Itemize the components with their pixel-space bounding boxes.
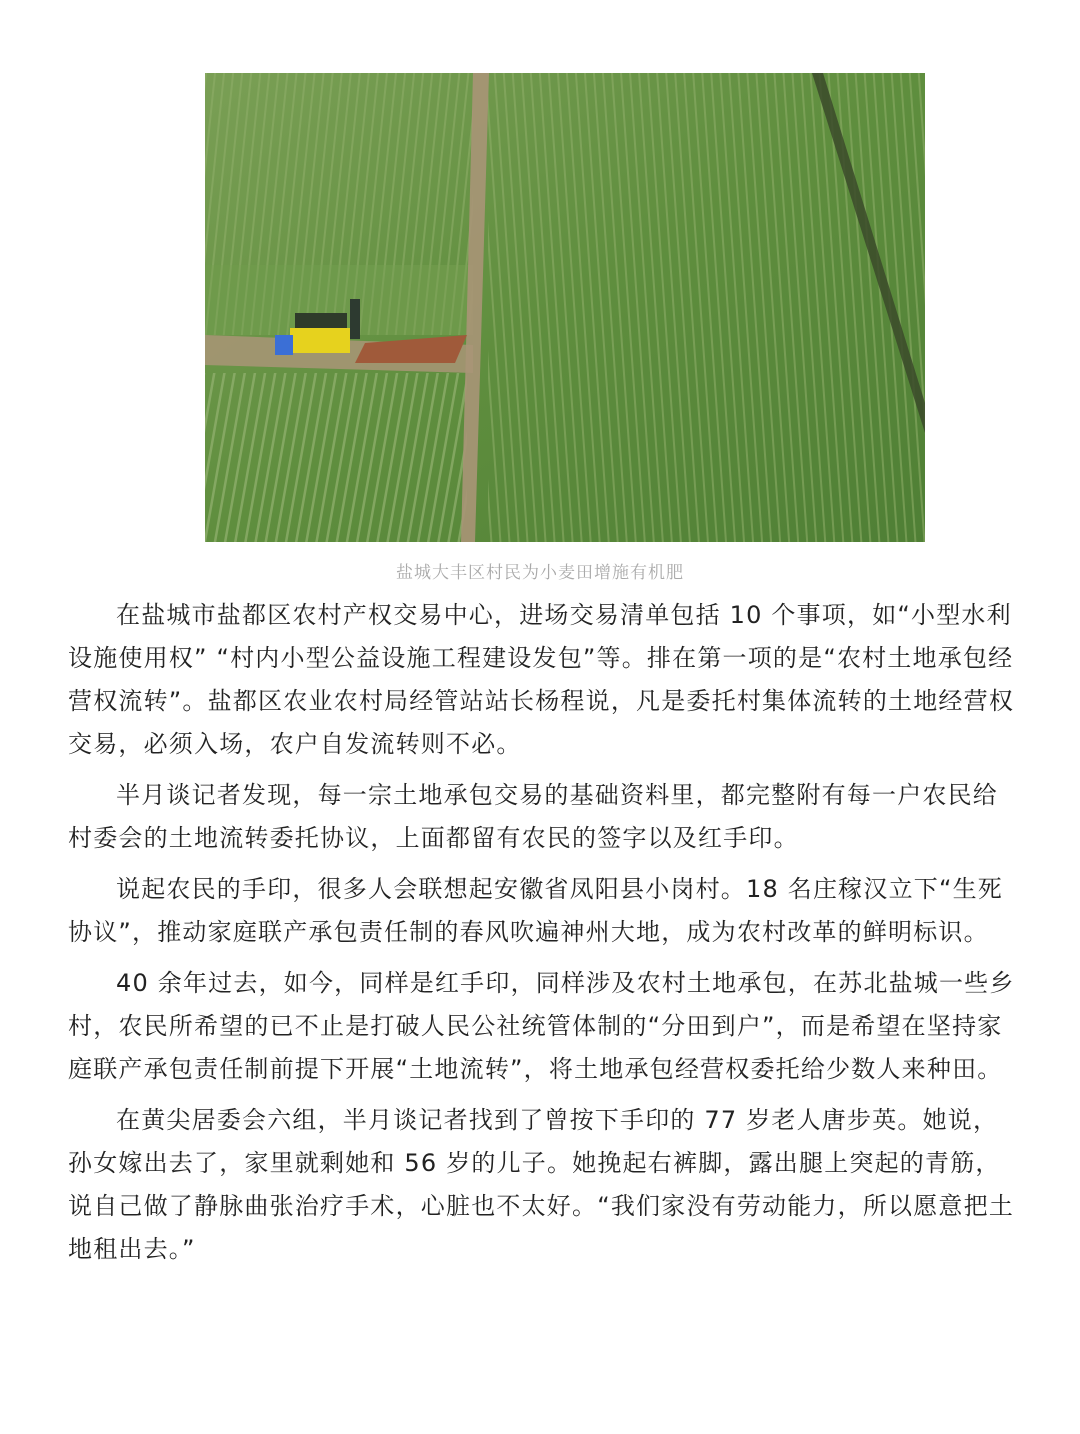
paragraph-3: 说起农民的手印，很多人会联想起安徽省凤阳县小岗村。18 名庄稼汉立下“生死协议”，推动家庭联产承包责任制的春风吹遍神州大地，成为农村改革的鲜明标识。 bbox=[68, 875, 1003, 946]
paragraph-4: 40 余年过去，如今，同样是红手印，同样涉及农村土地承包，在苏北盐城一些乡村，农民所希望的已不止是打破人民公社统管体制的“分田到户”，而是希望在坚持家庭联产承包责任制前提下开展“土地流转”，将土地承包经营权委托给少数人来种田。 bbox=[68, 969, 1015, 1083]
left-bottom-plot-rows bbox=[205, 373, 467, 542]
aerial-wheat-field-photo bbox=[205, 73, 925, 542]
yellow-tarp bbox=[290, 328, 350, 353]
paragraph-2: 半月谈记者发现，每一宗土地承包交易的基础资料里，都完整附有每一户农民给村委会的土地流转委托协议，上面都留有农民的签字以及红手印。 bbox=[68, 781, 998, 852]
photo-caption: 盐城大丰区村民为小麦田增施有机肥 bbox=[396, 563, 684, 583]
wheat-field-illustration bbox=[205, 73, 925, 542]
paragraph-5: 在黄尖居委会六组，半月谈记者找到了曾按下手印的 77 岁老人唐步英。她说，孙女嫁出去了，家里就剩她和 56 岁的儿子。她挽起右裤脚，露出腿上突起的青筋，说自己做了静脉曲张治疗手术，心脏也不太好。“我们家没有劳动能力，所以愿意把土地租出去。” bbox=[68, 1106, 1015, 1263]
right-plot-rows bbox=[488, 73, 925, 542]
paragraph-1: 在盐城市盐都区农村产权交易中心，进场交易清单包括 10 个事项，如“小型水利设施使用权” “村内小型公益设施工程建设发包”等。排在第一项的是“农村土地承包经营权流转”。盐都区农业农村局经管站站长杨程说，凡是委托村集体流转的土地经营权交易，必须入场，农户自发流转则不必。 bbox=[68, 601, 1015, 758]
left-top-plot-rows bbox=[205, 73, 473, 265]
article-body bbox=[68, 594, 1018, 1279]
blue-tarp bbox=[275, 335, 293, 355]
farmer-figure bbox=[350, 299, 360, 339]
